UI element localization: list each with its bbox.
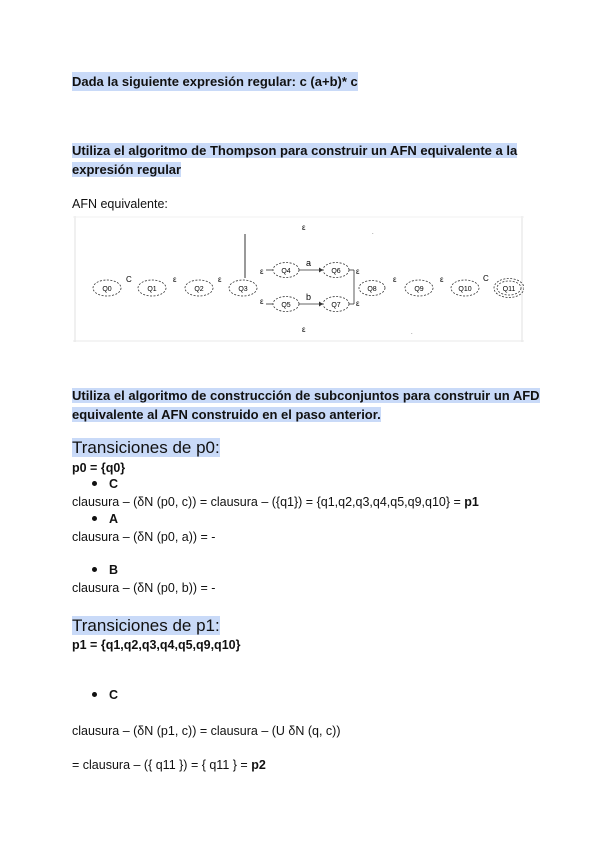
state-label: Q9	[414, 286, 424, 293]
nfa-diagram	[73, 216, 524, 342]
state-q3	[229, 280, 257, 296]
bullet-label: B	[109, 563, 119, 577]
task2-heading	[72, 386, 542, 424]
state-q10	[451, 280, 479, 296]
afn-label: AFN equivalente:	[72, 197, 168, 211]
task1-heading	[72, 141, 542, 179]
p0-line-b: clausura – (δN (p0, b)) = -	[72, 581, 216, 595]
edge-label-q6-q8: ε	[356, 267, 360, 276]
state-label: Q1	[147, 286, 157, 293]
state-q1	[138, 280, 166, 296]
state-label: Q2	[194, 286, 204, 293]
bullet-dot	[92, 516, 97, 521]
line-result: p2	[251, 758, 266, 772]
state-q8	[359, 281, 385, 296]
edge-label-q0-q1: C	[126, 275, 132, 284]
task2-text: Utiliza el algoritmo de construcción de subconjuntos para construir un AFD equivalente al AFN construido en el paso anterior.	[72, 388, 540, 422]
edge-label-q4-q6: a	[306, 258, 312, 268]
p0-line-a: clausura – (δN (p0, a)) = -	[72, 530, 216, 544]
state-q4	[273, 263, 299, 278]
svg-text:.: .	[372, 230, 374, 236]
edge-label-q9-q10: ε	[440, 275, 444, 284]
state-label: Q3	[238, 286, 248, 293]
state-q6	[323, 263, 349, 278]
p0-bullet-c	[92, 477, 118, 491]
svg-text:.: .	[411, 330, 413, 336]
state-label: Q7	[331, 302, 341, 309]
state-label: Q10	[458, 286, 472, 293]
p1-heading	[72, 615, 542, 636]
state-q11	[494, 279, 524, 298]
bullet-label: C	[109, 477, 119, 491]
p1-line-result	[72, 757, 542, 773]
task1-text: Utiliza el algoritmo de Thompson para construir un AFN equivalente a la expresión regular	[72, 143, 518, 177]
state-label: Q11	[502, 286, 516, 293]
p0-bullet-b	[92, 563, 118, 577]
state-label: Q5	[281, 302, 291, 309]
bullet-label: A	[109, 512, 119, 526]
edge-label-q8-q9: ε	[393, 275, 397, 284]
p0-heading-text: Transiciones de p0:	[72, 438, 220, 457]
state-q5	[273, 297, 299, 312]
line-text: = clausura – ({ q11 }) = { q11 } =	[72, 758, 252, 772]
edge-label-q3-q4: ε	[260, 267, 264, 276]
edge-label-q3-q5: ε	[260, 297, 264, 306]
p0-set: p0 = {q0}	[72, 461, 126, 475]
edge-label-q1-q2: ε	[173, 275, 177, 284]
bullet-label: C	[109, 688, 119, 702]
state-q7	[323, 297, 349, 312]
bullet-dot	[92, 481, 97, 486]
p0-line-c	[72, 494, 552, 510]
edge-label-q7-q8: ε	[356, 299, 360, 308]
state-q2	[185, 280, 213, 296]
p0-bullet-a	[92, 512, 118, 526]
p1-set: p1 = {q1,q2,q3,q4,q5,q9,q10}	[72, 638, 241, 652]
state-label: Q8	[367, 286, 377, 293]
state-label: Q0	[102, 286, 112, 293]
p1-line-c: clausura – (δN (p1, c)) = clausura – (U δN (q, c))	[72, 724, 341, 738]
line-text: clausura – (δN (p0, c)) = clausura – ({q1}) = {q1,q2,q3,q4,q5,q9,q10} =	[72, 495, 465, 509]
edge-label-bottom: ε	[302, 325, 306, 334]
state-label: Q4	[281, 268, 291, 275]
state-q9	[405, 280, 433, 296]
p1-heading-text: Transiciones de p1:	[72, 616, 220, 635]
edge-label-top: ε	[302, 223, 306, 232]
state-q0	[93, 280, 121, 296]
edge-label-q10-q11: C	[483, 274, 489, 283]
line-result: p1	[464, 495, 479, 509]
edge-label-q5-q7: b	[306, 292, 312, 302]
bullet-dot	[92, 567, 97, 572]
bullet-dot	[92, 692, 97, 697]
p1-bullet-c	[92, 688, 118, 702]
state-label: Q6	[331, 268, 341, 275]
intro-line: Dada la siguiente expresión regular: c (a+b)* c	[72, 74, 358, 89]
edge-label-q2-q3: ε	[218, 275, 222, 284]
p0-heading	[72, 437, 542, 458]
